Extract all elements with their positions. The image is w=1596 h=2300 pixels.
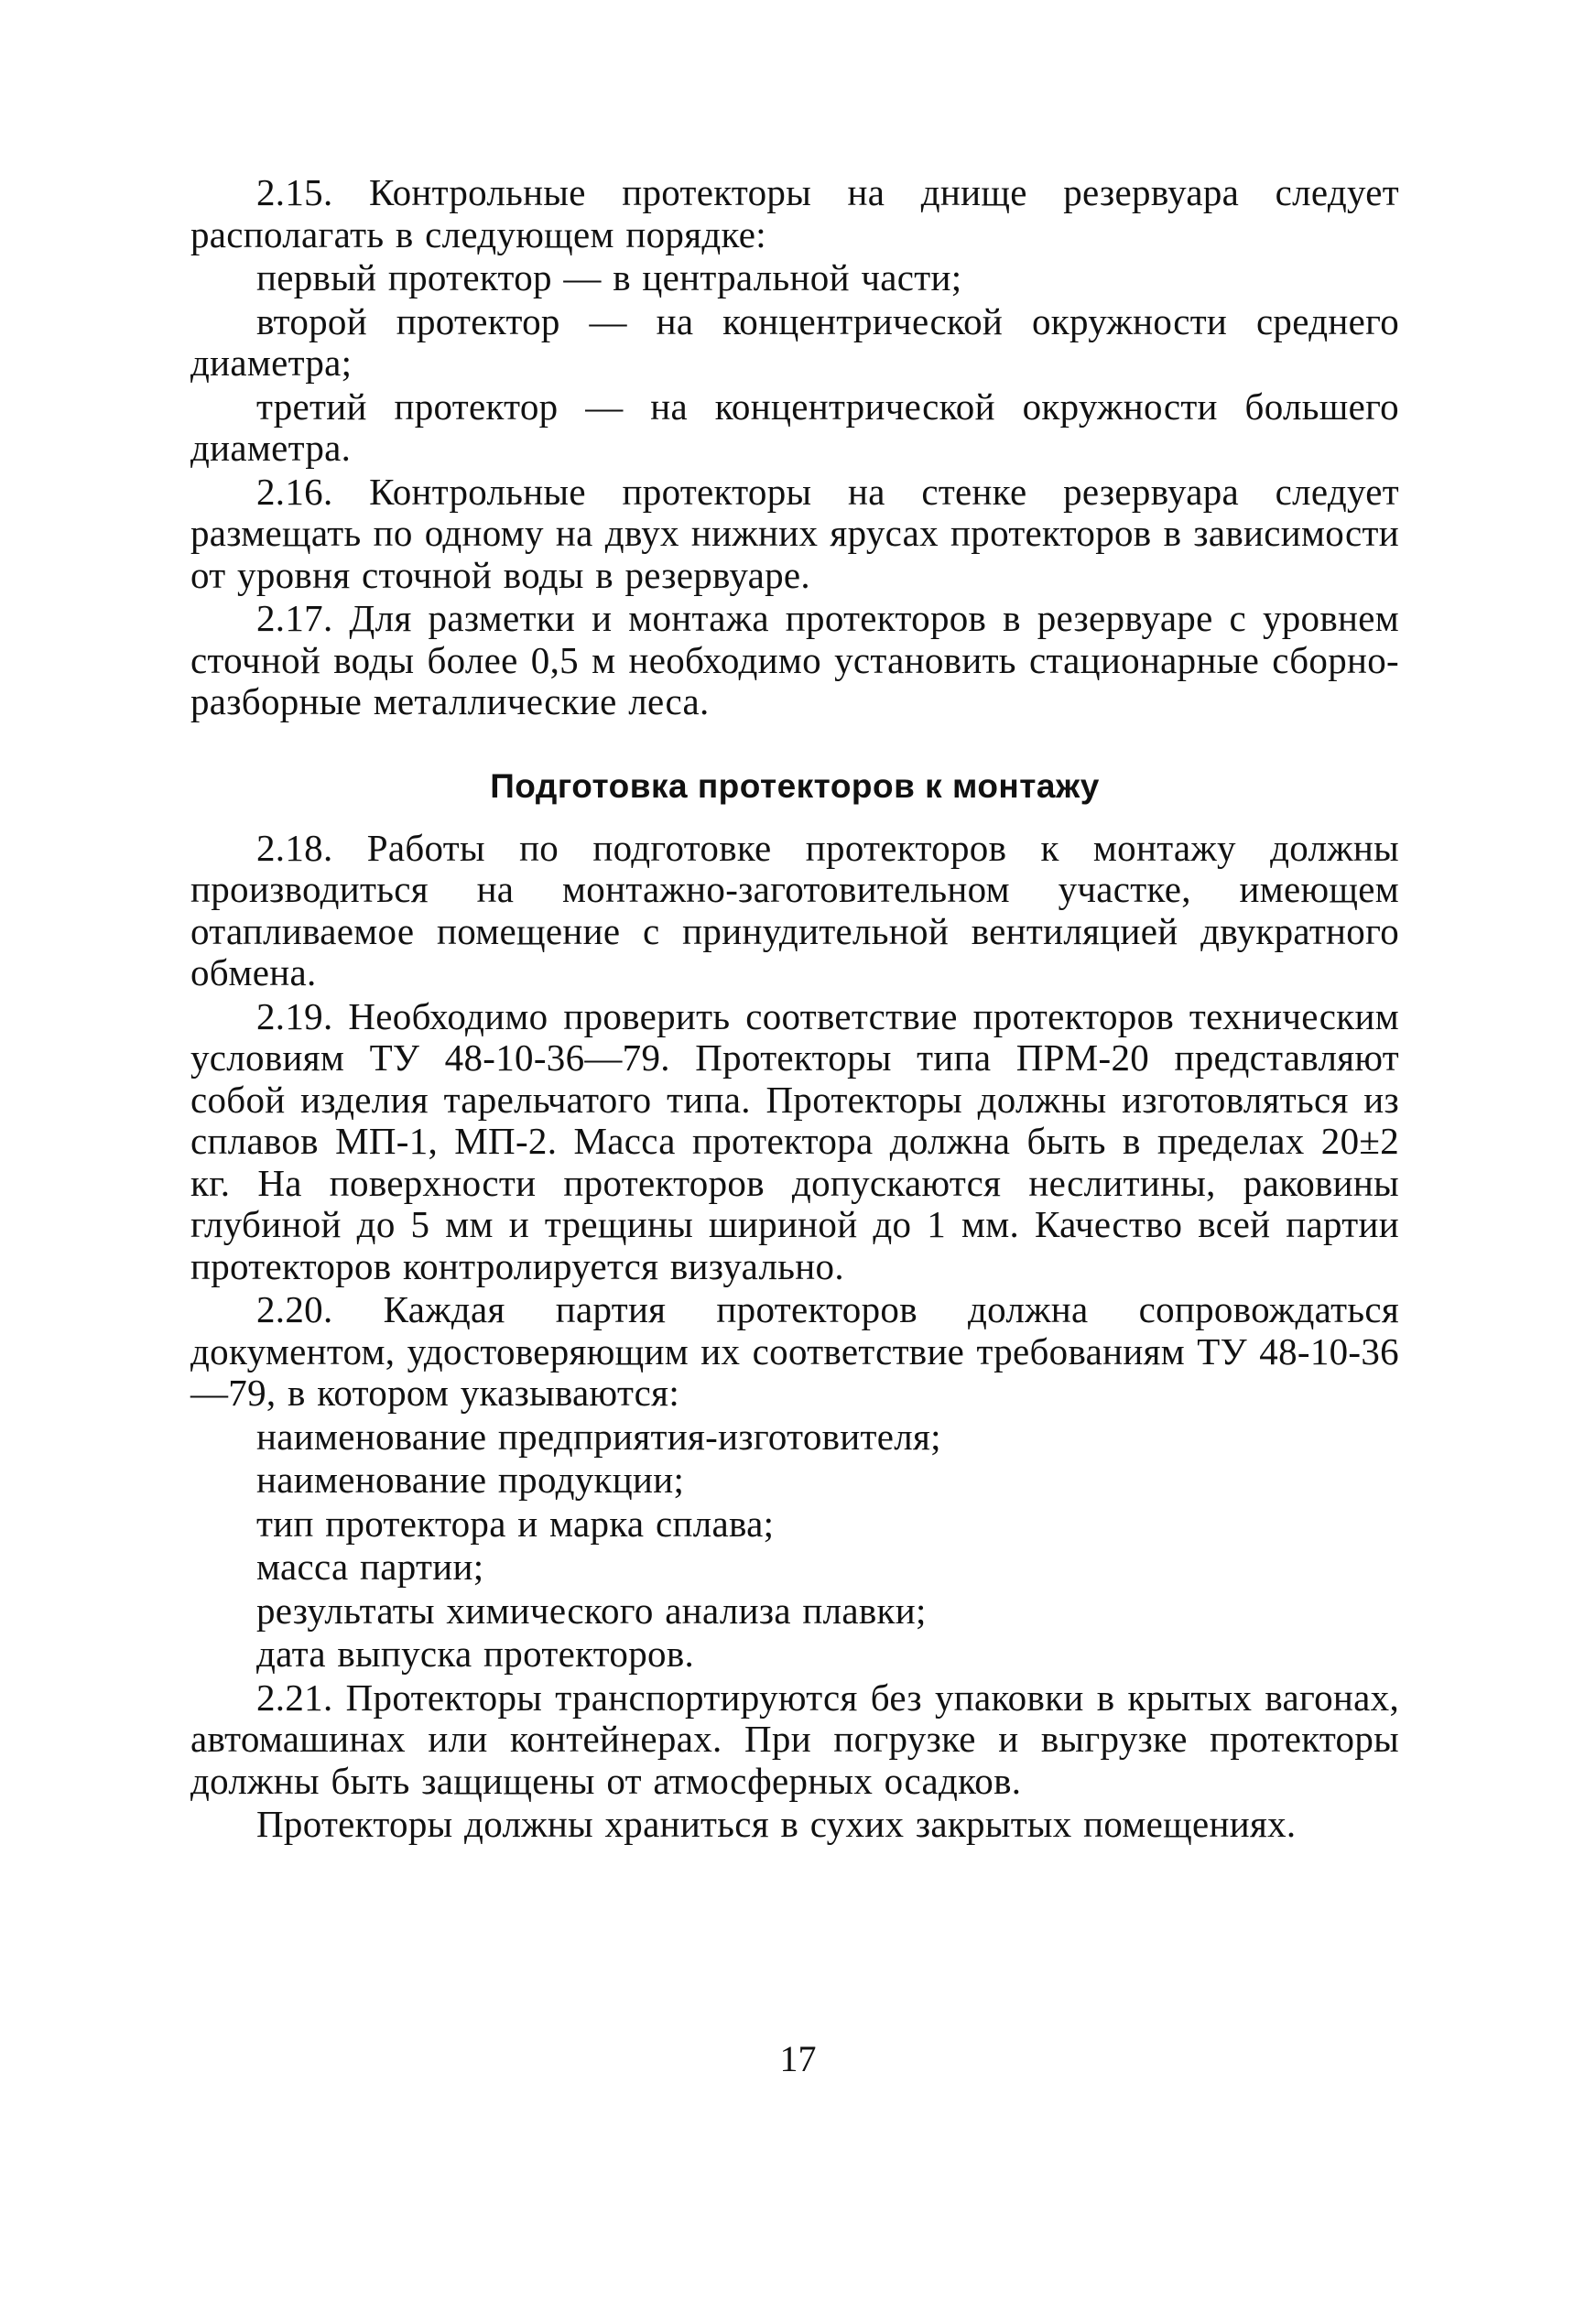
list-item: наименование продукции;	[256, 1459, 685, 1501]
list-item: тип протектора и марка сплава;	[256, 1502, 775, 1545]
paragraph-2-19: 2.19. Необходимо проверить соответствие протекторов техническим условиям ТУ 48-10-36—79. Протекторы типа ПРМ-20 представляют собой изделия тарельчатого типа. Протекторы должны изготовляться из сплавов МП-1, МП-2. Масса протектора должна быть в пределах 20±2 кг. На поверхности протекторов допускаются неслитины, раковины глубиной до 5 мм и трещины шириной до 1 мм. Качество всей партии протекторов контролируется визуально.	[190, 994, 1399, 1287]
list-item: масса партии;	[256, 1546, 484, 1588]
list-item: второй протектор — на концентрической окружности среднего диаметра;	[190, 299, 1399, 384]
list-item: наименование предприятия-изготовителя;	[256, 1415, 941, 1458]
paragraph-2-17: 2.17. Для разметки и монтажа протекторов в резервуаре с уровнем сточной воды более 0,5 м необходимо установить стационарные сборно-разборные металлические леса.	[190, 597, 1399, 722]
paragraph-2-18: 2.18. Работы по подготовке протекторов к монтажу должны производиться на монтажно-заготовительном участке, имеющем отапливаемое помещение с принудительной вентиляцией двукратного обмена.	[190, 826, 1399, 993]
paragraph-2-20: 2.20. Каждая партия протекторов должна сопровождаться документом, удостоверяющим их соответствие требованиям ТУ 48-10-36—79, в котором указываются:	[190, 1288, 1399, 1414]
paragraph-2-16: 2.16. Контрольные протекторы на стенке резервуара следует размещать по одному на двух нижних ярусах протекторов в зависимости от уровня сточной воды в резервуаре.	[190, 470, 1399, 596]
paragraph-2-15: 2.15. Контрольные протекторы на днище резервуара следует располагать в следующем порядке:	[190, 171, 1399, 255]
list-item: дата выпуска протекторов.	[256, 1633, 695, 1675]
list-item: первый протектор — в центральной части;	[256, 256, 962, 298]
list-item: результаты химического анализа плавки;	[256, 1589, 927, 1632]
list-item: третий протектор — на концентрической окружности большего диаметра.	[190, 385, 1399, 469]
paragraph-storage: Протекторы должны храниться в сухих закрытых помещениях.	[256, 1803, 1297, 1845]
page-number: 17	[779, 2038, 817, 2079]
paragraph-2-21: 2.21. Протекторы транспортируются без упаковки в крытых вагонах, автомашинах или контейнерах. При погрузке и выгрузке протекторы должны быть защищены от атмосферных осадков.	[190, 1676, 1399, 1802]
page-body	[190, 172, 1399, 1848]
section-heading: Подготовка протекторов к монтажу	[490, 766, 1100, 805]
